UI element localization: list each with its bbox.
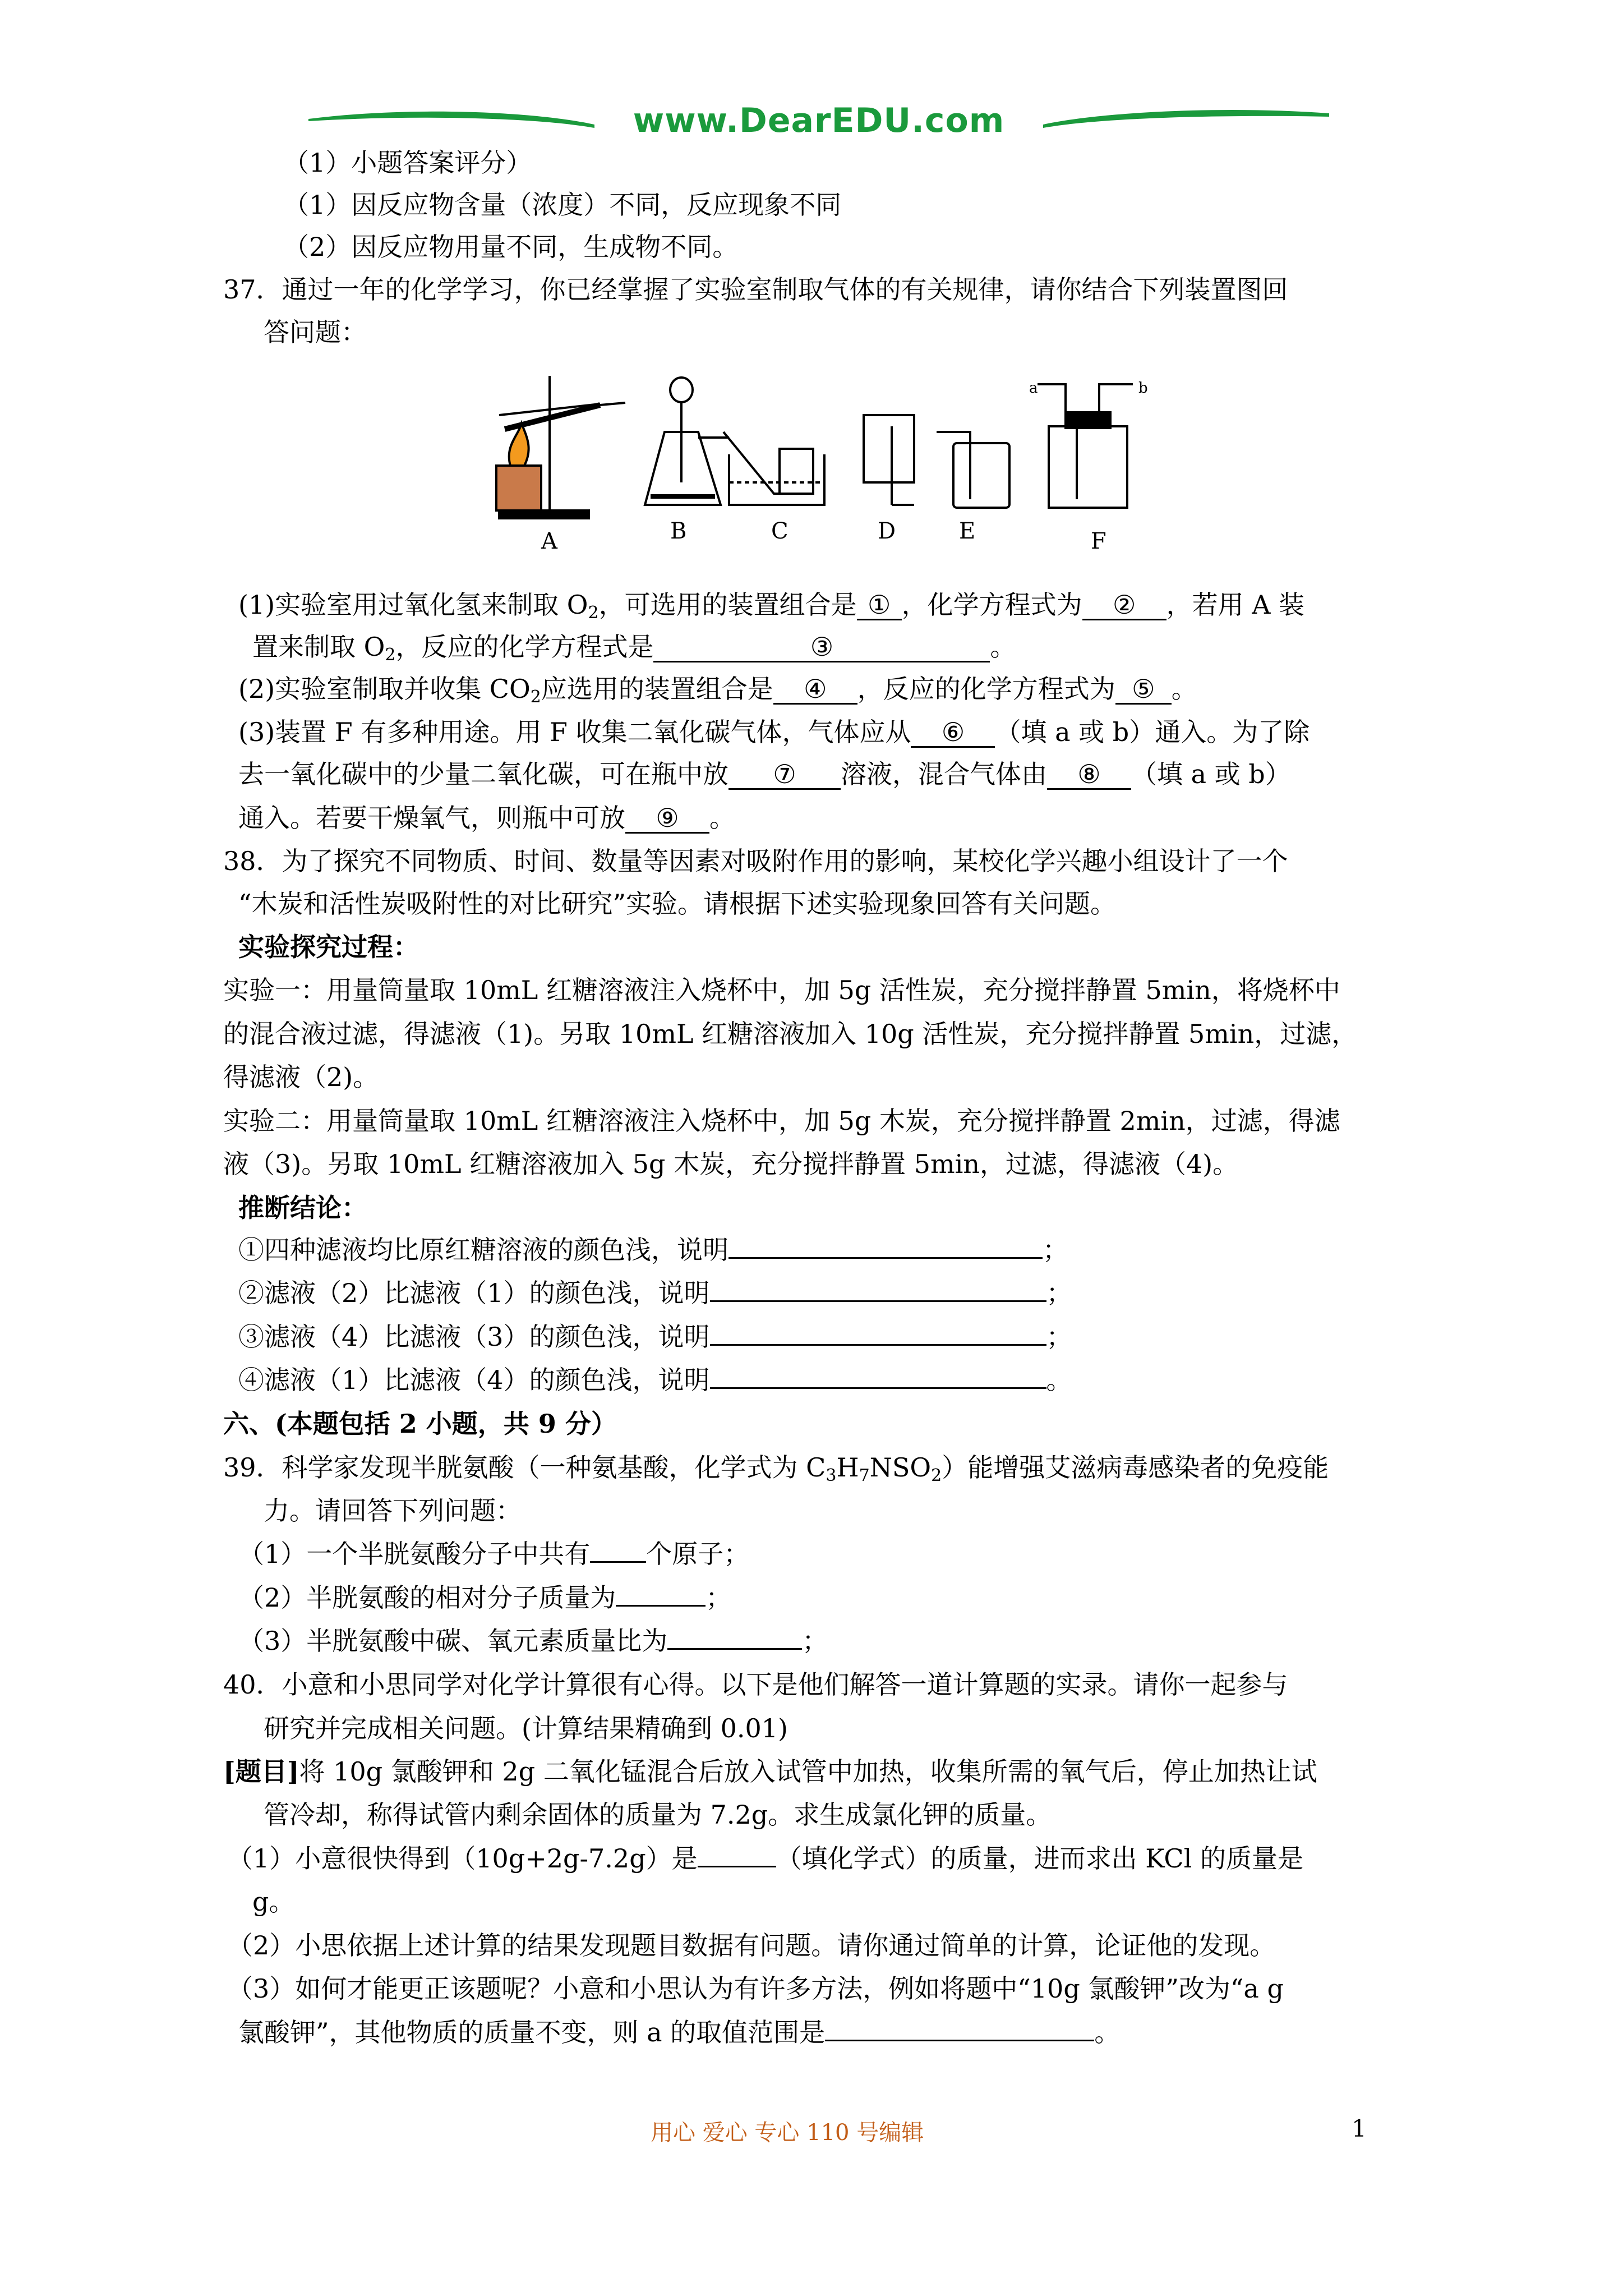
text-line: 实验一：用量筒量取 10mL 红糖溶液注入烧杯中，加 5g 活性炭，充分搅拌静置 5min，将烧杯中 <box>223 975 1340 1005</box>
section-six-heading: 六、(本题包括 2 小题，共 9 分） <box>223 1409 617 1439</box>
question-39: 39．科学家发现半胱氨酸（一种氨基酸，化学式为 $C_3H_7NSO_2$）能增强艾滋病毒感染者的免疫能 <box>223 1452 1329 1485</box>
site-banner <box>303 95 1335 146</box>
blank-1[interactable]: ① <box>857 591 902 620</box>
question-40: 40．小意和小思同学对化学计算很有心得。以下是他们解答一道计算题的实录。请你一起参与 <box>223 1669 1288 1700</box>
section-heading: 实验探究过程： <box>238 932 419 962</box>
blank-39-1[interactable] <box>590 1561 646 1563</box>
apparatus-b <box>645 378 729 505</box>
topic-line: [题目]将 10g 氯酸钾和 2g 二氧化锰混合后放入试管中加热，收集所需的氧气后，停止加热让试 <box>223 1756 1317 1787</box>
text-line: 管冷却，称得试管内剩余固体的质量为 7.2g。求生成氯化钾的质量。 <box>264 1800 1052 1830</box>
port-a-label: a <box>1029 380 1038 397</box>
question-37-2: (2)实验室制取并收集 $CO_2$应选用的装置组合是 ④ ，反应的化学方程式为 ⑤ 。 <box>238 674 1197 707</box>
question-37-3c: 通入。若要干燥氧气，则瓶中可放 ⑨ 。 <box>238 803 735 833</box>
blank-6[interactable]: ⑥ <box>911 718 995 748</box>
blank-2[interactable]: ② <box>1082 591 1166 620</box>
question-37: 37．通过一年的化学学习，你已经掌握了实验室制取气体的有关规律，请你结合下列装置图回 <box>223 274 1288 305</box>
blank-7[interactable]: ⑦ <box>728 760 841 790</box>
question-39-1: （1）一个半胱氨酸分子中共有 个原子； <box>238 1539 750 1569</box>
question-39-2: （2）半胱氨酸的相对分子质量为 ； <box>238 1582 732 1613</box>
part-1: （1）小意很快得到（10g+2g-7.2g）是 （填化学式）的质量，进而求出 KCl 的质量是 <box>227 1843 1303 1874</box>
text-line: （2）因反应物用量不同，生成物不同。 <box>283 232 739 262</box>
text-line: （1）小题答案评分） <box>283 148 532 178</box>
label-f: F <box>1091 528 1106 554</box>
blank-c2[interactable] <box>710 1300 1046 1302</box>
apparatus-a <box>496 376 625 518</box>
blank-3[interactable]: ③ <box>653 633 990 662</box>
text-line: “木炭和活性炭吸附性的对比研究”实验。请根据下述实验现象回答有关问题。 <box>238 889 1117 919</box>
text-line: 答问题： <box>264 317 367 347</box>
label-e: E <box>959 518 976 544</box>
conclusion-4: ④滤液（1）比滤液（4）的颜色浅，说明 。 <box>238 1365 1072 1395</box>
text-line: g。 <box>252 1887 295 1917</box>
apparatus-d <box>864 415 914 505</box>
part-3-cont: 氯酸钾”，其他物质的质量不变，则 a 的取值范围是 。 <box>238 2017 1121 2047</box>
text-line: 的混合液过滤，得滤液（1)。另取 10mL 红糖溶液加入 10g 活性炭，充分搅拌静置 5min，过滤， <box>223 1019 1358 1049</box>
part-2: （2）小思依据上述计算的结果发现题目数据有问题。请你通过简单的计算，论证他的发现。 <box>227 1930 1276 1961</box>
question-37-1a: (1)实验室用过氧化氢来制取 $O_2$，可选用的装置组合是 ① ，化学方程式为 ② ，若用 A 装 <box>238 590 1305 623</box>
question-38: 38．为了探究不同物质、时间、数量等因素对吸附作用的影响，某校化学兴趣小组设计了一个 <box>223 846 1288 876</box>
question-37-3b: 去一氧化碳中的少量二氧化碳，可在瓶中放 ⑦ 溶液，混合气体由 ⑧ （填 a 或 b） <box>238 759 1291 789</box>
label-d: D <box>878 518 896 544</box>
apparatus-e <box>937 432 1009 508</box>
text-line: 力。请回答下列问题： <box>264 1496 522 1526</box>
blank-c1[interactable] <box>728 1257 1043 1259</box>
blank-c3[interactable] <box>710 1344 1046 1346</box>
section-heading: 推断结论： <box>238 1193 367 1223</box>
question-37-1b: 置来制取 $O_2$，反应的化学方程式是 ③ 。 <box>252 632 1016 665</box>
label-b: B <box>670 518 687 544</box>
blank-39-3[interactable] <box>667 1648 802 1650</box>
blank-39-2[interactable] <box>616 1605 706 1607</box>
blank-formula[interactable] <box>698 1866 776 1867</box>
text-line: 得滤液（2)。 <box>223 1062 379 1092</box>
label-a: A <box>541 528 557 554</box>
conclusion-2: ②滤液（2）比滤液（1）的颜色浅，说明 ； <box>238 1278 1072 1308</box>
blank-5[interactable]: ⑤ <box>1115 675 1172 705</box>
conclusion-1: ①四种滤液均比原红糖溶液的颜色浅，说明 ； <box>238 1235 1068 1265</box>
site-url: www.DearEDU.com <box>633 101 1005 140</box>
apparatus-figure <box>488 370 1172 555</box>
question-39-3: （3）半胱氨酸中碳、氧元素质量比为 ； <box>238 1626 828 1656</box>
text-line: （1）因反应物含量（浓度）不同，反应现象不同 <box>283 190 842 220</box>
part-3: （3）如何才能更正该题呢？小意和小思认为有许多方法，例如将题中“10g 氯酸钾”改为“a g <box>227 1973 1284 2004</box>
page-number: 1 <box>1352 2115 1367 2142</box>
text-line: 液（3)。另取 10mL 红糖溶液加入 5g 木炭，充分搅拌静置 5min，过滤，得滤液（4)。 <box>223 1149 1239 1179</box>
footer-text: 用心 爱心 专心 110 号编辑 <box>651 2120 924 2146</box>
blank-c4[interactable] <box>710 1387 1046 1389</box>
blank-4[interactable]: ④ <box>773 675 857 705</box>
apparatus-c <box>723 432 824 505</box>
blank-8[interactable]: ⑧ <box>1047 760 1131 790</box>
conclusion-3: ③滤液（4）比滤液（3）的颜色浅，说明 ； <box>238 1322 1072 1352</box>
text-line: 实验二：用量筒量取 10mL 红糖溶液注入烧杯中，加 5g 木炭，充分搅拌静置 2min，过滤，得滤 <box>223 1106 1340 1136</box>
blank-9[interactable]: ⑨ <box>625 804 709 834</box>
question-37-3a: (3)装置 F 有多种用途。用 F 收集二氧化碳气体，气体应从 ⑥ （填 a 或 b）通入。为了除 <box>238 717 1310 747</box>
apparatus-f <box>1038 384 1133 508</box>
blank-range[interactable] <box>825 2040 1094 2041</box>
text-line: 研究并完成相关问题。(计算结果精确到 0.01) <box>264 1713 788 1743</box>
label-c: C <box>771 518 789 544</box>
port-b-label: b <box>1138 380 1148 397</box>
